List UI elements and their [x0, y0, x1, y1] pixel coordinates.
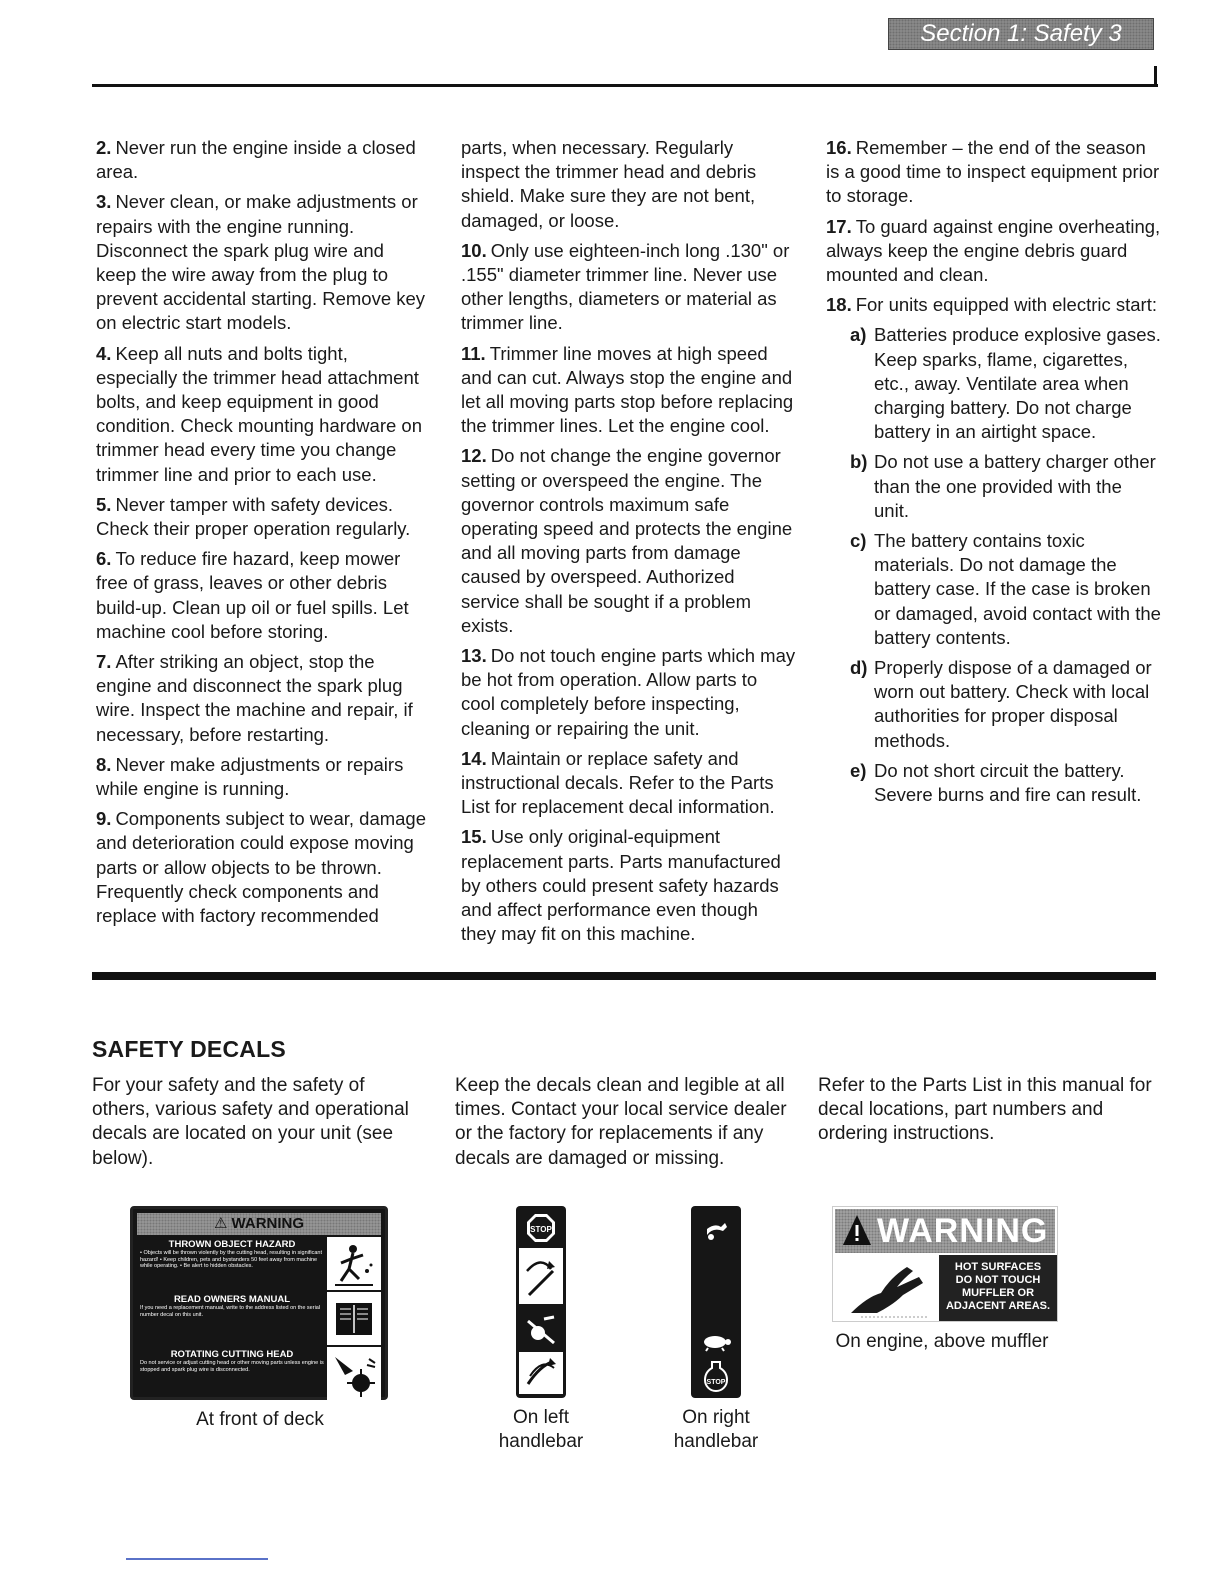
- rule-item: 8. Never make adjustments or repairs while engine is running.: [96, 753, 404, 800]
- stop-label: STOP: [530, 1225, 552, 1234]
- stop-sign-icon: [519, 1210, 563, 1246]
- front-deck-warning-decal: [130, 1206, 388, 1400]
- decals-intro-1: For your safety and the safety of others, various safety and operational decals are located on your unit (see below).: [92, 1075, 409, 1169]
- battery-subitem: d) Properly dispose of a damaged or worn out battery. Check with local authorities for proper disposal methods.: [850, 657, 1152, 751]
- rule-item: 5. Never tamper with safety devices. Check their proper operation regularly.: [96, 493, 411, 540]
- decals-intro-2: Keep the decals clean and legible at all times. Contact your local service dealer or the factory for replacements if any decals are damaged or missing.: [455, 1075, 787, 1169]
- turtle-slow-icon: [694, 1322, 738, 1358]
- rule-item: 9. Components subject to wear, damage and deterioration could expose moving parts or allow objects to be thrown. Frequently check components and replace with factory recommended: [96, 808, 427, 927]
- rule-item: 13. Do not touch engine parts which may be hot from operation. Allow parts to cool completely before inspecting, cleaning or repairing the unit.: [461, 645, 796, 739]
- decal-row: [137, 1237, 381, 1290]
- decal-warning-header: ⚠ WARNING: [137, 1213, 381, 1235]
- column-3: [826, 136, 1161, 813]
- hot-surfaces-text: HOT SURFACES DO NOT TOUCH MUFFLER OR ADJACENT AREAS.: [939, 1255, 1057, 1321]
- column-2: [461, 136, 796, 953]
- rabbit-fast-icon: [694, 1212, 738, 1248]
- battery-subitem: a) Batteries produce explosive gases. Keep sparks, flame, cigarettes, etc., away. Ventilate area when charging battery. Do not charge battery in an airtight space.: [850, 324, 1161, 443]
- section-tab: Section 1: Safety 3: [888, 18, 1154, 50]
- rule-item: 16. Remember – the end of the season is a good time to inspect equipment prior to storage.: [826, 137, 1160, 207]
- rule-item: 18. For units equipped with electric start:: [826, 294, 1157, 316]
- rule-item: 17. To guard against engine overheating, always keep the engine debris guard mounted and clean.: [826, 215, 1161, 286]
- engage-lever-icon: [519, 1352, 563, 1394]
- safety-decals-heading: SAFETY DECALS: [92, 1036, 286, 1062]
- rule-item: 14. Maintain or replace safety and instructional decals. Refer to the Parts List for replacement decal information.: [461, 747, 775, 818]
- left-handlebar-caption: On left handlebar: [498, 1407, 584, 1452]
- blade-off-icon: [519, 1310, 563, 1350]
- battery-subitem: c) The battery contains toxic materials. Do not damage the battery case. If the case is broken or damaged, avoid contact with the battery contents.: [850, 530, 1161, 648]
- battery-subitem: e) Do not short circuit the battery. Severe burns and fire can result.: [850, 759, 1142, 806]
- hot-surfaces-decal: [832, 1206, 1058, 1322]
- section-divider: [92, 972, 1156, 980]
- rule-item: 12. Do not change the engine governor setting or overspeed the engine. The governor controls maximum safe operating speed and protects the engine and all moving parts from damage caused by overspeed. Authorized service shall be sought if a problem exists.: [461, 445, 793, 636]
- rule-item: 10. Only use eighteen-inch long .130" or .155" diameter trimmer line. Never use other lengths, diameters or material as trimmer line.: [461, 239, 790, 334]
- footer-link-line: [126, 1558, 268, 1560]
- rule-item: 4. Keep all nuts and bolts tight, especially the trimmer head attachment bolts, and keep equipment in good condition. Check mounting hardware on trimmer head every time you change trimmer line and prior to each use.: [96, 342, 422, 485]
- engine-muffler-caption: On engine, above muffler: [835, 1331, 1049, 1352]
- thrown-object-icon: [327, 1237, 381, 1290]
- front-deck-caption: At front of deck: [196, 1409, 324, 1430]
- rule-item: 2. Never run the engine inside a closed area.: [96, 137, 416, 183]
- rule-item: 11. Trimmer line moves at high speed and can cut. Always stop the engine and let all moving parts stop before replacing the trimmer lines. Let the engine cool.: [461, 342, 794, 437]
- rule-item: 15. Use only original-equipment replacement parts. Parts manufactured by others could present safety hazards and affect performance even though they may fit on this machine.: [461, 826, 781, 945]
- right-handlebar-decal: [691, 1206, 741, 1398]
- rule-item: 7. After striking an object, stop the engine and disconnect the spark plug wire. Inspect the machine and repair, if necessary, before restarting.: [96, 651, 413, 745]
- manual-book-icon: [327, 1292, 381, 1345]
- decal-row-text: ROTATING CUTTING HEAD Do not service or adjust cutting head or other moving parts unless engine is stopped and spark plug wire is disconnected.: [140, 1349, 324, 1373]
- engine-stop-label: STOP: [706, 1379, 726, 1386]
- column-1: [96, 136, 426, 934]
- decal-row-text: THROWN OBJECT HAZARD • Objects will be thrown violently by the cutting head, resulting in significant hazard! • Keep children, pets and bystanders 50 feet away from machine while operating. • Be alert to hidden obstacles.: [140, 1239, 322, 1269]
- bail-lever-icon: [519, 1248, 563, 1304]
- top-rule-tick: [1154, 66, 1157, 86]
- rule-item: 3. Never clean, or make adjustments or repairs with the engine running. Disconnect the spark plug wire and keep the wire away from the plug to prevent accidental starting. Remove key on electric start models.: [96, 191, 426, 334]
- warning-triangle-icon: [841, 1213, 873, 1258]
- decals-intro-3: Refer to the Parts List in this manual for decal locations, part numbers and ordering instructions.: [818, 1075, 1152, 1145]
- hot-hand-icon: [847, 1257, 935, 1324]
- decal-row-text: READ OWNERS MANUAL If you need a replacement manual, write to the address listed on the serial number decal on this unit.: [140, 1294, 321, 1318]
- battery-subitem: b) Do not use a battery charger other than the one provided with the unit.: [850, 451, 1156, 521]
- top-rule: [92, 84, 1158, 87]
- rule-item: 6. To reduce fire hazard, keep mower free of grass, leaves or other debris build-up. Clean up oil or fuel spills. Let machine cool before storing.: [96, 548, 409, 642]
- rule-item: parts, when necessary. Regularly inspect the trimmer head and debris shield. Make sure they are not bent, damaged, or loose.: [461, 137, 757, 231]
- engine-stop-icon: [694, 1358, 738, 1396]
- decal-row: [137, 1347, 381, 1400]
- decal-row: [137, 1292, 381, 1345]
- rotating-head-icon: [327, 1347, 381, 1400]
- left-handlebar-decal: [516, 1206, 566, 1398]
- right-handlebar-caption: On right handlebar: [673, 1407, 759, 1452]
- hot-warning-header: WARNING: [835, 1209, 1055, 1253]
